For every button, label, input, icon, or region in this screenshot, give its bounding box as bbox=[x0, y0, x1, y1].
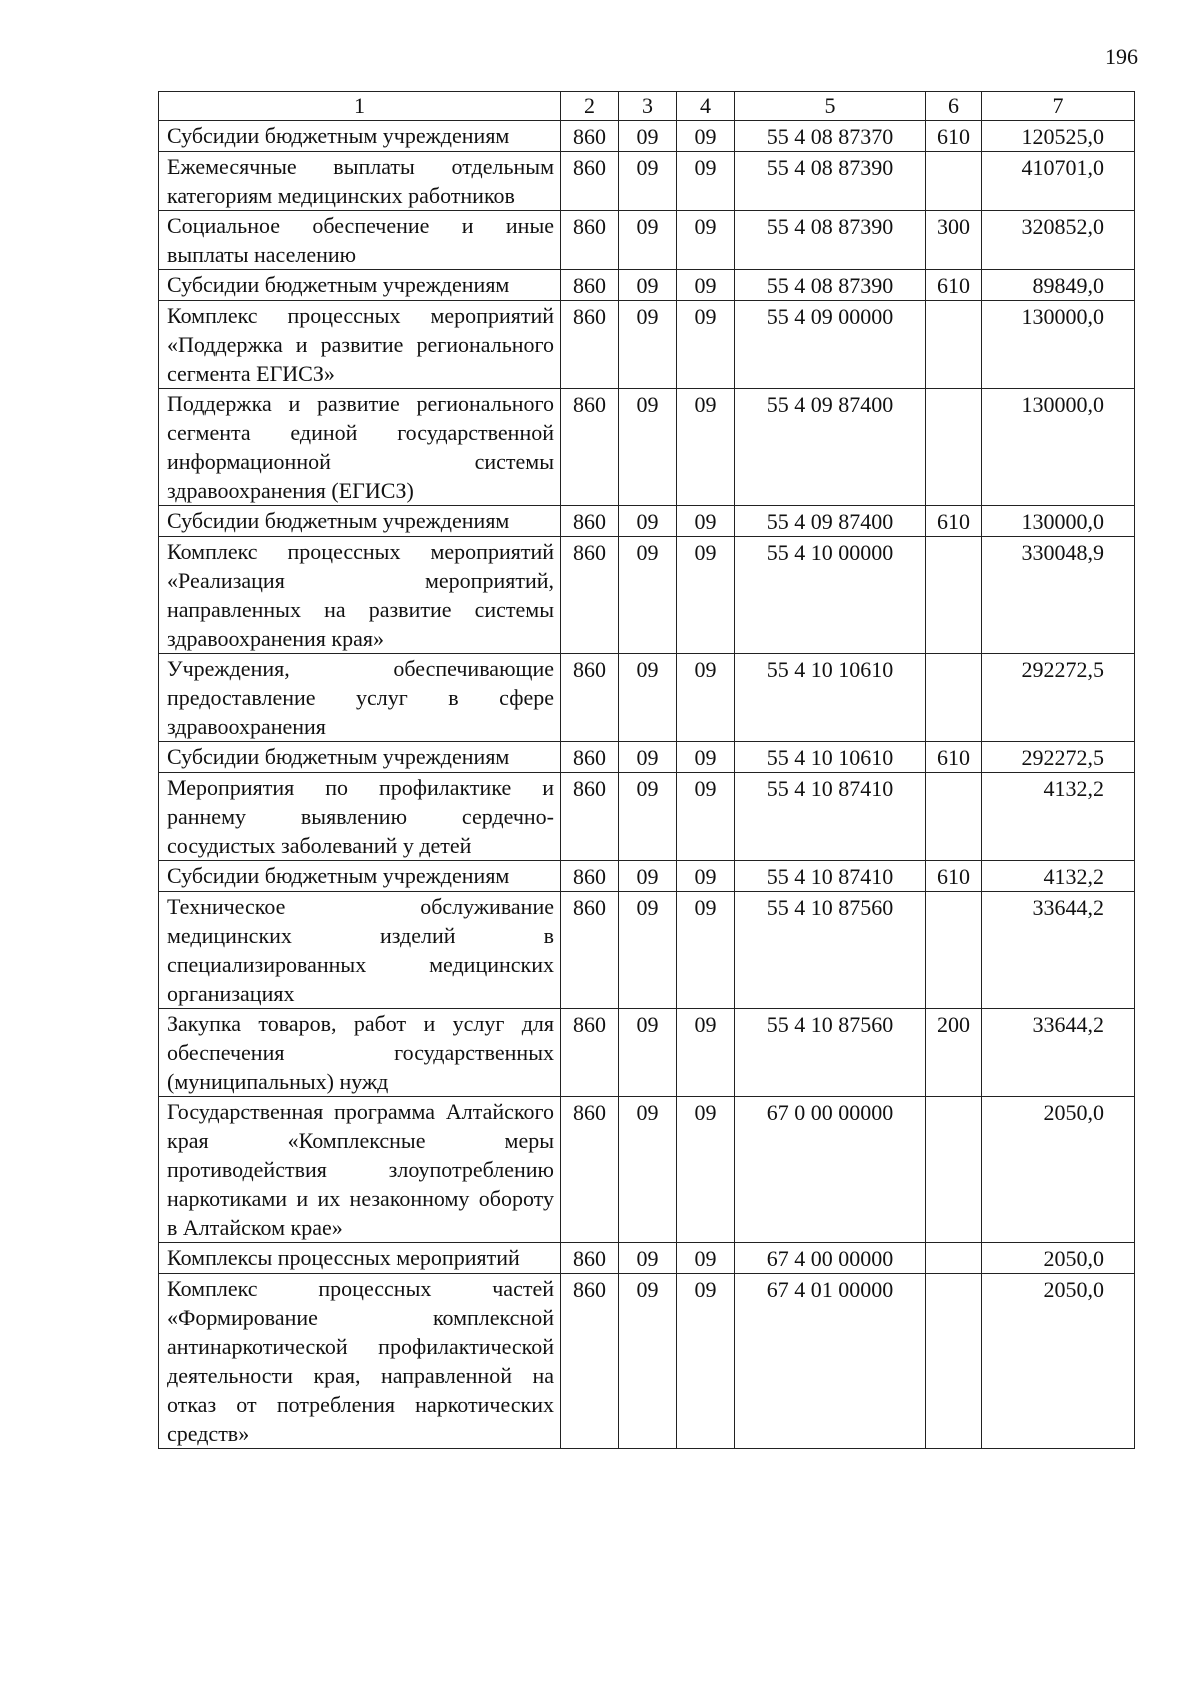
row-name: Субсидии бюджетным учреждениям bbox=[159, 861, 561, 892]
row-amount: 4132,2 bbox=[982, 773, 1135, 861]
row-target-article: 67 0 00 00000 bbox=[735, 1097, 926, 1243]
table-row bbox=[159, 773, 1135, 861]
row-expense-type bbox=[926, 892, 982, 1009]
row-ministry-code: 860 bbox=[561, 121, 619, 152]
row-ministry-code: 860 bbox=[561, 537, 619, 654]
row-amount: 2050,0 bbox=[982, 1243, 1135, 1274]
row-subsection-code: 09 bbox=[677, 389, 735, 506]
row-name: Поддержка и развитие регионального сегмента единой государственной информационной системы здравоохранения (ЕГИСЗ) bbox=[159, 389, 561, 506]
budget-table bbox=[158, 91, 1135, 1449]
table-row bbox=[159, 1274, 1135, 1449]
row-amount: 33644,2 bbox=[982, 892, 1135, 1009]
row-subsection-code: 09 bbox=[677, 861, 735, 892]
header-col-6: 6 bbox=[926, 92, 982, 121]
row-subsection-code: 09 bbox=[677, 121, 735, 152]
row-amount: 2050,0 bbox=[982, 1097, 1135, 1243]
row-name: Мероприятия по профилактике и раннему выявлению сердечно-сосудистых заболеваний у детей bbox=[159, 773, 561, 861]
row-ministry-code: 860 bbox=[561, 1243, 619, 1274]
row-subsection-code: 09 bbox=[677, 1009, 735, 1097]
row-section-code: 09 bbox=[619, 1097, 677, 1243]
row-target-article: 55 4 10 87410 bbox=[735, 773, 926, 861]
row-amount: 130000,0 bbox=[982, 506, 1135, 537]
row-expense-type: 610 bbox=[926, 270, 982, 301]
row-expense-type: 610 bbox=[926, 742, 982, 773]
row-expense-type: 610 bbox=[926, 861, 982, 892]
row-ministry-code: 860 bbox=[561, 211, 619, 270]
header-col-7: 7 bbox=[982, 92, 1135, 121]
row-section-code: 09 bbox=[619, 211, 677, 270]
row-ministry-code: 860 bbox=[561, 301, 619, 389]
row-name: Социальное обеспечение и иные выплаты населению bbox=[159, 211, 561, 270]
row-target-article: 55 4 10 00000 bbox=[735, 537, 926, 654]
table-row bbox=[159, 270, 1135, 301]
row-subsection-code: 09 bbox=[677, 211, 735, 270]
row-ministry-code: 860 bbox=[561, 861, 619, 892]
row-subsection-code: 09 bbox=[677, 152, 735, 211]
row-target-article: 55 4 10 10610 bbox=[735, 654, 926, 742]
row-subsection-code: 09 bbox=[677, 506, 735, 537]
row-section-code: 09 bbox=[619, 654, 677, 742]
row-subsection-code: 09 bbox=[677, 1097, 735, 1243]
header-col-2: 2 bbox=[561, 92, 619, 121]
row-name: Субсидии бюджетным учреждениям bbox=[159, 121, 561, 152]
row-subsection-code: 09 bbox=[677, 742, 735, 773]
row-section-code: 09 bbox=[619, 773, 677, 861]
table-row bbox=[159, 1097, 1135, 1243]
header-col-3: 3 bbox=[619, 92, 677, 121]
row-ministry-code: 860 bbox=[561, 389, 619, 506]
row-expense-type: 610 bbox=[926, 506, 982, 537]
table-row bbox=[159, 654, 1135, 742]
row-target-article: 55 4 10 87560 bbox=[735, 1009, 926, 1097]
row-name: Государственная программа Алтайского края «Комплексные меры противодействия злоупотреблению наркотиками и их незаконному обороту в Алтайском крае» bbox=[159, 1097, 561, 1243]
row-expense-type bbox=[926, 1274, 982, 1449]
row-amount: 292272,5 bbox=[982, 742, 1135, 773]
row-ministry-code: 860 bbox=[561, 270, 619, 301]
row-expense-type bbox=[926, 389, 982, 506]
table-row bbox=[159, 506, 1135, 537]
row-subsection-code: 09 bbox=[677, 270, 735, 301]
row-section-code: 09 bbox=[619, 861, 677, 892]
row-expense-type bbox=[926, 152, 982, 211]
row-section-code: 09 bbox=[619, 537, 677, 654]
row-target-article: 55 4 09 87400 bbox=[735, 506, 926, 537]
row-amount: 410701,0 bbox=[982, 152, 1135, 211]
row-subsection-code: 09 bbox=[677, 654, 735, 742]
row-amount: 2050,0 bbox=[982, 1274, 1135, 1449]
header-col-5: 5 bbox=[735, 92, 926, 121]
row-amount: 120525,0 bbox=[982, 121, 1135, 152]
row-target-article: 55 4 09 00000 bbox=[735, 301, 926, 389]
row-expense-type: 300 bbox=[926, 211, 982, 270]
row-ministry-code: 860 bbox=[561, 152, 619, 211]
row-name: Комплекс процессных мероприятий «Поддержка и развитие регионального сегмента ЕГИСЗ» bbox=[159, 301, 561, 389]
row-amount: 292272,5 bbox=[982, 654, 1135, 742]
table-row bbox=[159, 152, 1135, 211]
row-amount: 4132,2 bbox=[982, 861, 1135, 892]
row-name: Закупка товаров, работ и услуг для обеспечения государственных (муниципальных) нужд bbox=[159, 1009, 561, 1097]
row-section-code: 09 bbox=[619, 301, 677, 389]
row-expense-type bbox=[926, 1097, 982, 1243]
row-subsection-code: 09 bbox=[677, 537, 735, 654]
table-row bbox=[159, 1009, 1135, 1097]
table-row bbox=[159, 861, 1135, 892]
row-section-code: 09 bbox=[619, 742, 677, 773]
table-row bbox=[159, 121, 1135, 152]
row-name: Комплексы процессных мероприятий bbox=[159, 1243, 561, 1274]
row-ministry-code: 860 bbox=[561, 1274, 619, 1449]
row-name: Субсидии бюджетным учреждениям bbox=[159, 742, 561, 773]
row-subsection-code: 09 bbox=[677, 773, 735, 861]
table-row bbox=[159, 1243, 1135, 1274]
row-expense-type bbox=[926, 537, 982, 654]
table-row bbox=[159, 211, 1135, 270]
row-section-code: 09 bbox=[619, 152, 677, 211]
row-ministry-code: 860 bbox=[561, 1097, 619, 1243]
row-section-code: 09 bbox=[619, 1009, 677, 1097]
table-row bbox=[159, 389, 1135, 506]
row-target-article: 55 4 10 87410 bbox=[735, 861, 926, 892]
row-ministry-code: 860 bbox=[561, 773, 619, 861]
table-row bbox=[159, 892, 1135, 1009]
row-subsection-code: 09 bbox=[677, 1243, 735, 1274]
page-number: 196 bbox=[1105, 44, 1138, 69]
row-subsection-code: 09 bbox=[677, 892, 735, 1009]
table-row bbox=[159, 537, 1135, 654]
row-target-article: 55 4 08 87370 bbox=[735, 121, 926, 152]
row-amount: 33644,2 bbox=[982, 1009, 1135, 1097]
row-section-code: 09 bbox=[619, 1243, 677, 1274]
header-col-1: 1 bbox=[159, 92, 561, 121]
row-name: Комплекс процессных мероприятий «Реализация мероприятий, направленных на развитие системы здравоохранения края» bbox=[159, 537, 561, 654]
row-name: Учреждения, обеспечивающие предоставление услуг в сфере здравоохранения bbox=[159, 654, 561, 742]
row-name: Субсидии бюджетным учреждениям bbox=[159, 270, 561, 301]
row-target-article: 55 4 09 87400 bbox=[735, 389, 926, 506]
row-section-code: 09 bbox=[619, 389, 677, 506]
row-expense-type bbox=[926, 1243, 982, 1274]
row-target-article: 55 4 08 87390 bbox=[735, 211, 926, 270]
row-section-code: 09 bbox=[619, 1274, 677, 1449]
table-row bbox=[159, 742, 1135, 773]
row-ministry-code: 860 bbox=[561, 892, 619, 1009]
row-expense-type bbox=[926, 773, 982, 861]
row-name: Техническое обслуживание медицинских изделий в специализированных медицинских организациях bbox=[159, 892, 561, 1009]
row-subsection-code: 09 bbox=[677, 301, 735, 389]
table-row bbox=[159, 301, 1135, 389]
row-target-article: 55 4 08 87390 bbox=[735, 270, 926, 301]
row-expense-type bbox=[926, 654, 982, 742]
row-amount: 130000,0 bbox=[982, 389, 1135, 506]
header-col-4: 4 bbox=[677, 92, 735, 121]
row-amount: 330048,9 bbox=[982, 537, 1135, 654]
row-section-code: 09 bbox=[619, 506, 677, 537]
row-section-code: 09 bbox=[619, 121, 677, 152]
row-expense-type bbox=[926, 301, 982, 389]
row-name: Ежемесячные выплаты отдельным категориям медицинских работников bbox=[159, 152, 561, 211]
row-ministry-code: 860 bbox=[561, 506, 619, 537]
row-target-article: 55 4 10 10610 bbox=[735, 742, 926, 773]
row-expense-type: 610 bbox=[926, 121, 982, 152]
row-amount: 89849,0 bbox=[982, 270, 1135, 301]
row-name: Субсидии бюджетным учреждениям bbox=[159, 506, 561, 537]
row-section-code: 09 bbox=[619, 270, 677, 301]
row-ministry-code: 860 bbox=[561, 1009, 619, 1097]
row-target-article: 67 4 01 00000 bbox=[735, 1274, 926, 1449]
row-amount: 320852,0 bbox=[982, 211, 1135, 270]
row-name: Комплекс процессных частей «Формирование комплексной антинаркотической профилактической деятельности края, направленной на отказ от потребления наркотических средств» bbox=[159, 1274, 561, 1449]
row-ministry-code: 860 bbox=[561, 654, 619, 742]
row-target-article: 67 4 00 00000 bbox=[735, 1243, 926, 1274]
row-expense-type: 200 bbox=[926, 1009, 982, 1097]
row-section-code: 09 bbox=[619, 892, 677, 1009]
row-ministry-code: 860 bbox=[561, 742, 619, 773]
row-amount: 130000,0 bbox=[982, 301, 1135, 389]
row-subsection-code: 09 bbox=[677, 1274, 735, 1449]
row-target-article: 55 4 08 87390 bbox=[735, 152, 926, 211]
header-row bbox=[159, 92, 1135, 121]
row-target-article: 55 4 10 87560 bbox=[735, 892, 926, 1009]
